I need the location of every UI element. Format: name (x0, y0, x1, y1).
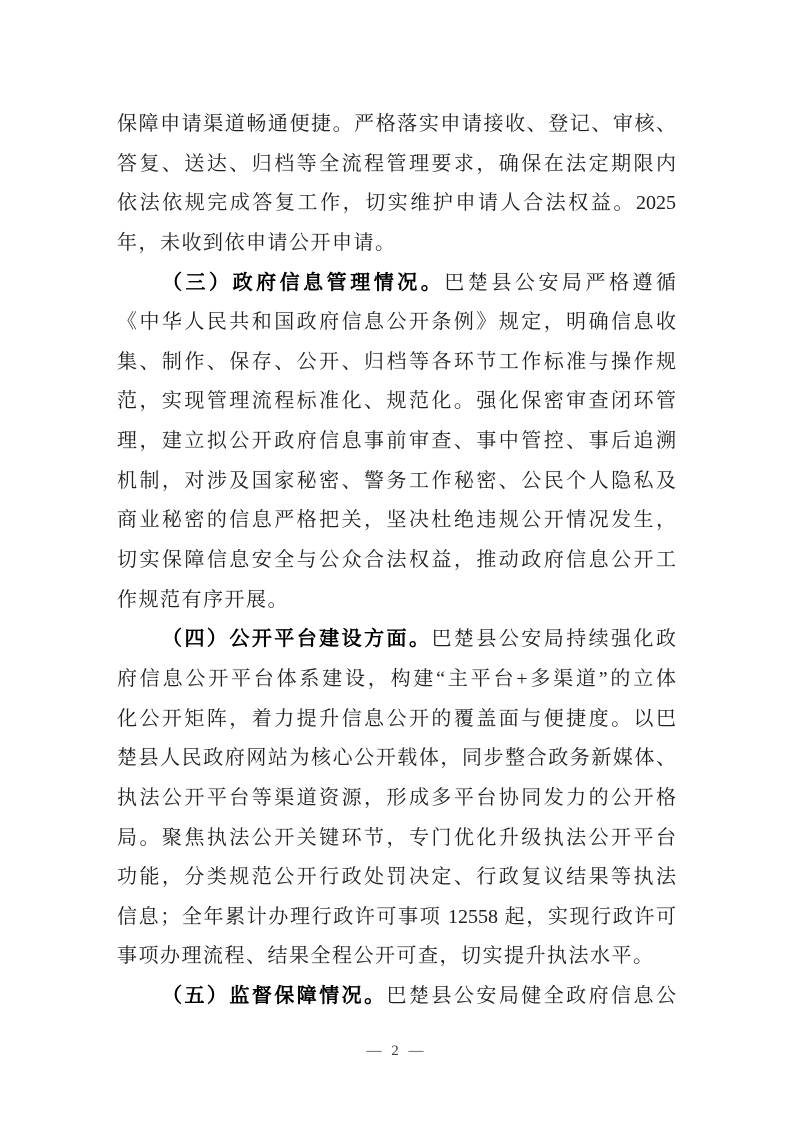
text-segment: 保障申请渠道畅通便捷。严格落实申请接收、登记、审核、 (117, 113, 676, 135)
text-segment: 执法公开平台等渠道资源，形成多平台协同发力的公开格 (117, 786, 676, 809)
document-line (117, 264, 676, 304)
page-footer (0, 1042, 793, 1060)
document-line (117, 739, 676, 779)
text-segment: 年，未收到依申请公开申请。 (117, 231, 397, 254)
text-segment: 巴楚县公安局严格遵循 (444, 271, 677, 294)
section-heading: （五）监督保障情况。 (162, 985, 387, 1008)
document-line (117, 105, 676, 145)
text-segment: 局。聚焦执法公开关键环节，专门优化升级执法公开平台 (117, 826, 676, 849)
text-segment: 依法依规完成答复工作，切实维护申请人合法权益。2025 (117, 192, 676, 215)
document-line (117, 700, 676, 740)
document-line (117, 224, 676, 264)
document-line (117, 501, 676, 541)
text-segment: 事项办理流程、结果全程公开可查，切实提升执法水平。 (117, 945, 655, 968)
document-line (117, 581, 676, 621)
document-line (117, 937, 676, 977)
text-segment: 机制，对涉及国家秘密、警务工作秘密、公民个人隐私及 (117, 469, 676, 492)
document-line (117, 620, 676, 660)
document-line (117, 422, 676, 462)
section-heading: （三）政府信息管理情况。 (162, 271, 445, 294)
text-segment: 集、制作、保存、公开、归档等各环节工作标准与操作规 (117, 350, 676, 373)
text-segment: 楚县人民政府网站为核心公开载体，同步整合政务新媒体、 (117, 747, 676, 770)
document-line (117, 779, 676, 819)
text-segment: 范，实现管理流程标准化、规范化。强化保密审查闭环管 (117, 390, 676, 413)
document-line (117, 541, 676, 581)
section-heading: （四）公开平台建设方面。 (162, 628, 432, 651)
text-segment: 作规范有序开展。 (117, 588, 289, 611)
document-line (117, 343, 676, 383)
text-segment: 府信息公开平台体系建设，构建“主平台+多渠道”的立体 (117, 667, 676, 690)
document-line (117, 382, 676, 422)
text-segment: 巴楚县公安局持续强化政 (431, 628, 677, 651)
page-number: — 2 — (366, 1043, 427, 1059)
text-segment: 功能，分类规范公开行政处罚决定、行政复议结果等执法 (117, 866, 676, 889)
document-line (117, 977, 676, 1017)
text-segment: 《中华人民共和国政府信息公开条例》规定，明确信息收 (117, 311, 676, 334)
text-segment: 切实保障信息安全与公众合法权益，推动政府信息公开工 (117, 549, 676, 572)
text-segment: 理，建立拟公开政府信息事前审查、事中管控、事后追溯 (117, 430, 676, 453)
document-line (117, 898, 676, 938)
text-segment: 巴楚县公安局健全政府信息公 (386, 985, 677, 1008)
document-line (117, 145, 676, 185)
document-line (117, 819, 676, 859)
text-segment: 答复、送达、归档等全流程管理要求，确保在法定期限内 (117, 152, 676, 175)
document-line (117, 184, 676, 224)
document-body (117, 105, 676, 1017)
document-line (117, 858, 676, 898)
document-line (117, 462, 676, 502)
text-segment: 商业秘密的信息严格把关，坚决杜绝违规公开情况发生， (117, 509, 676, 532)
document-line (117, 660, 676, 700)
text-segment: 信息；全年累计办理行政许可事项 12558 起，实现行政许可 (117, 905, 676, 928)
document-line (117, 303, 676, 343)
text-segment: 化公开矩阵，着力提升信息公开的覆盖面与便捷度。以巴 (117, 707, 676, 730)
